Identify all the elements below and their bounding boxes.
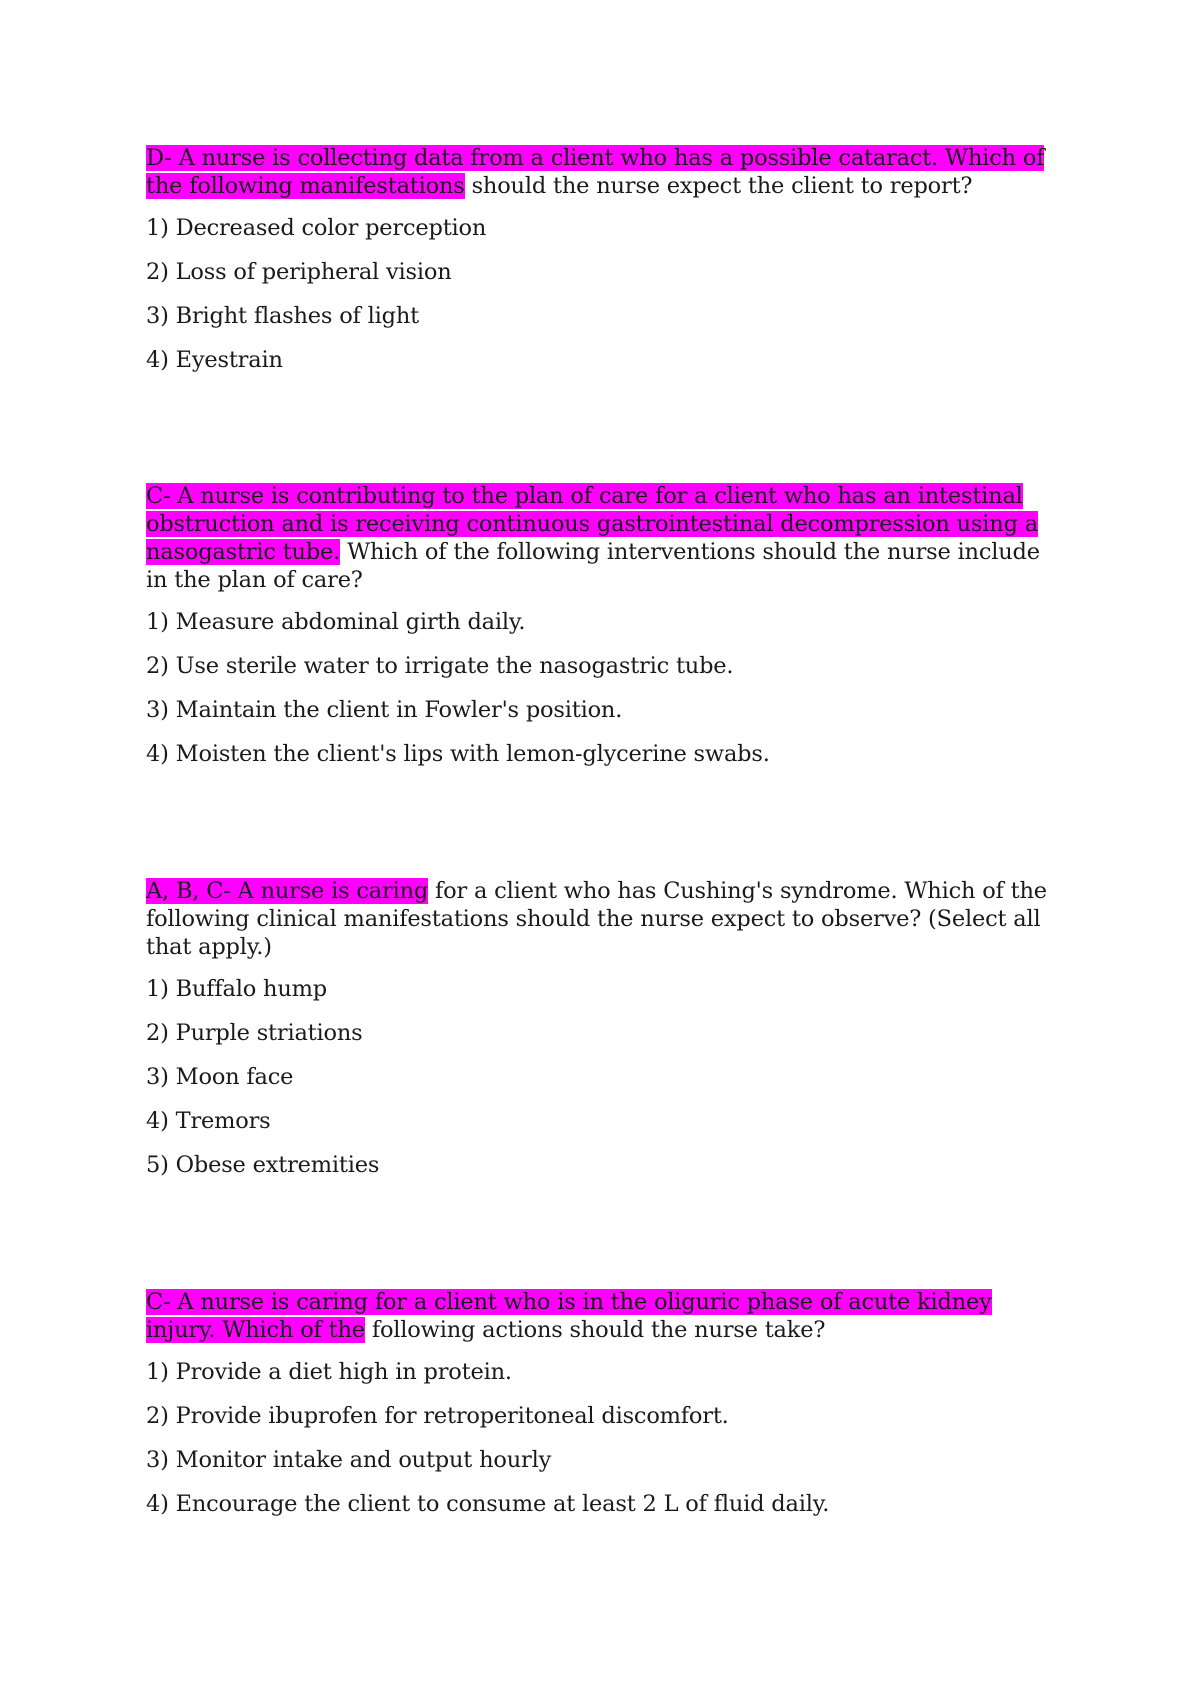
answer-option: 3) Monitor intake and output hourly — [146, 1447, 552, 1473]
question-text: Which of the following interventions should the nurse include in the plan of care? — [146, 539, 1040, 593]
answer-option: 1) Measure abdominal girth daily. — [146, 609, 526, 635]
question-stem — [146, 144, 1061, 200]
answer-option: 2) Loss of peripheral vision — [146, 259, 452, 285]
question-text: should the nurse expect the client to report? — [464, 173, 973, 199]
answer-option: 3) Bright flashes of light — [146, 303, 419, 329]
answer-option: 4) Encourage the client to consume at least 2 L of fluid daily. — [146, 1491, 830, 1517]
answer-option: 3) Maintain the client in Fowler's position. — [146, 697, 623, 723]
question-4 — [146, 1288, 1061, 1534]
question-2 — [146, 482, 1061, 784]
answer-option: 2) Use sterile water to irrigate the nasogastric tube. — [146, 653, 734, 679]
answer-options — [146, 1358, 1061, 1518]
question-text: following actions should the nurse take? — [364, 1317, 826, 1343]
question-stem — [146, 482, 1061, 594]
question-1 — [146, 144, 1061, 390]
answer-option: 2) Purple striations — [146, 1020, 363, 1046]
answer-options — [146, 214, 1061, 374]
question-stem — [146, 877, 1061, 961]
question-stem — [146, 1288, 1061, 1344]
highlighted-answer-text: A, B, C- A nurse is caring — [146, 878, 429, 904]
question-text: for a client who has Cushing's syndrome. Which of the following clinical manifestations should the nurse expect to observe? (Select all that apply.) — [146, 878, 1047, 960]
answer-option: 4) Eyestrain — [146, 347, 283, 373]
answer-option: 1) Provide a diet high in protein. — [146, 1359, 512, 1385]
answer-option: 2) Provide ibuprofen for retroperitoneal discomfort. — [146, 1403, 729, 1429]
highlighted-answer-text: C- A nurse is contributing to the plan of care for a client who has an intestinal obstruction and is receiving continuous gastrointestinal decompression using a nasogastric tube. — [146, 483, 1038, 565]
answer-option: 1) Decreased color perception — [146, 215, 487, 241]
answer-options — [146, 608, 1061, 768]
answer-options — [146, 975, 1061, 1179]
question-3 — [146, 877, 1061, 1195]
answer-option: 1) Buffalo hump — [146, 976, 327, 1002]
answer-option: 5) Obese extremities — [146, 1152, 380, 1178]
highlighted-answer-text: C- A nurse is caring for a client who is in the oliguric phase of acute kidney injury. Which of the — [146, 1289, 992, 1343]
answer-option: 4) Moisten the client's lips with lemon-glycerine swabs. — [146, 741, 770, 767]
answer-option: 3) Moon face — [146, 1064, 294, 1090]
answer-option: 4) Tremors — [146, 1108, 271, 1134]
highlighted-answer-text: D- A nurse is collecting data from a client who has a possible cataract. Which of the following manifestations — [146, 145, 1045, 199]
